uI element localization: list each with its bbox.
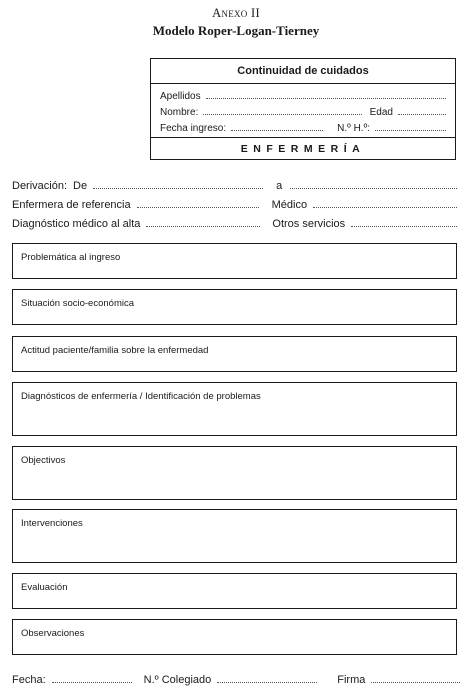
surname-field[interactable] — [206, 98, 446, 99]
from-field[interactable] — [93, 188, 263, 189]
name-field[interactable] — [203, 114, 361, 115]
section-title: Observaciones — [21, 628, 85, 639]
history-number-label: N.º H.º: — [337, 123, 371, 134]
section-objectivos[interactable] — [12, 446, 457, 500]
section-evaluacion[interactable] — [12, 573, 457, 609]
doctor-label: Médico — [271, 199, 308, 211]
surname-label: Apellidos — [160, 91, 201, 102]
section-diagnosticos[interactable] — [12, 382, 457, 436]
section-title: Objectivos — [21, 455, 66, 466]
section-title: Problemática al ingreso — [21, 252, 121, 263]
reference-nurse-field[interactable] — [137, 207, 259, 208]
continuity-of-care-box — [150, 58, 456, 160]
section-socioeconomica[interactable] — [12, 289, 457, 325]
name-label: Nombre: — [160, 107, 199, 118]
referral-row — [12, 176, 457, 192]
collegiate-number-field[interactable] — [217, 682, 317, 683]
admission-row — [160, 120, 446, 134]
collegiate-number-label: N.º Colegiado — [143, 674, 212, 686]
discharge-diagnosis-label: Diagnóstico médico al alta — [12, 218, 141, 230]
section-problematica[interactable] — [12, 243, 457, 279]
section-title: Evaluación — [21, 582, 68, 593]
section-title: Actitud paciente/familia sobre la enfermedad — [21, 345, 209, 356]
diagnosis-row — [12, 214, 457, 230]
section-intervenciones[interactable] — [12, 509, 457, 563]
signature-row — [12, 670, 460, 686]
section-title: Intervenciones — [21, 518, 83, 529]
surname-row — [160, 88, 446, 102]
section-title: Diagnósticos de enfermería / Identificación de problemas — [21, 391, 261, 402]
history-number-field[interactable] — [375, 130, 446, 131]
to-label: a — [276, 180, 283, 192]
from-label: De — [73, 180, 88, 192]
signature-label: Firma — [337, 674, 366, 686]
signature-field[interactable] — [371, 682, 460, 683]
section-title: Situación socio-económica — [21, 298, 135, 309]
nursing-section-label: ENFERMERÍA — [151, 137, 455, 160]
age-field[interactable] — [398, 114, 446, 115]
other-services-field[interactable] — [351, 226, 457, 227]
date-field[interactable] — [52, 682, 132, 683]
discharge-diagnosis-field[interactable] — [146, 226, 260, 227]
other-services-label: Otros servicios — [272, 218, 346, 230]
reference-nurse-row — [12, 195, 457, 211]
derivacion-label: Derivación: — [12, 180, 68, 192]
admission-date-field[interactable] — [231, 130, 323, 131]
reference-nurse-label: Enfermera de referencia — [12, 199, 131, 211]
admission-date-label: Fecha ingreso: — [160, 123, 227, 134]
section-observaciones[interactable] — [12, 619, 457, 655]
age-label: Edad — [369, 107, 393, 118]
date-label: Fecha: — [12, 674, 46, 686]
name-row — [160, 104, 446, 118]
doctor-field[interactable] — [313, 207, 457, 208]
continuity-box-title: Continuidad de cuidados — [151, 59, 455, 84]
to-field[interactable] — [290, 188, 457, 189]
annex-label: Anexo II — [212, 6, 260, 20]
section-actitud[interactable] — [12, 336, 457, 372]
document-title: Modelo Roper-Logan-Tierney — [152, 23, 320, 38]
